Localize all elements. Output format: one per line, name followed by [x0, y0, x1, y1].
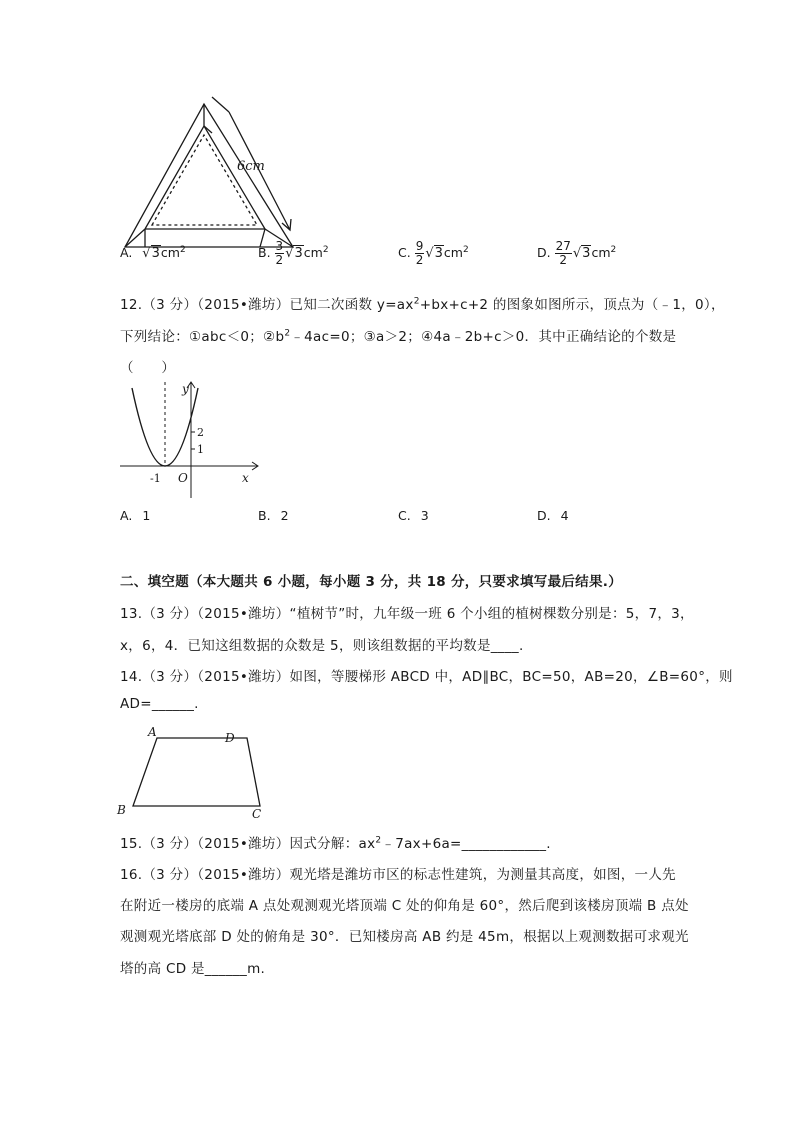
q12-stem-line1: 12.（3 分）（2015•潍坊）已知二次函数 $y=ax^2+bx+c+2$ 的图象如图所示，顶点为（﹣1，0），: [120, 296, 725, 313]
q16-line2: 在附近一楼房的底端 A 点处观测观光塔顶端 C 处的仰角是 60°，然后爬到该楼房顶端 B 点处: [120, 898, 689, 914]
vertex-b-label: B: [117, 803, 126, 817]
q15-line: 15.（3 分）（2015•潍坊）因式分解：$ax^2﹣7ax+6a=\_\_\_\_\_\_\_\_\_\_\_\_$.: [120, 835, 551, 852]
vertex-d-label: D: [225, 731, 235, 745]
vertex-a-label: A: [148, 725, 157, 739]
vertex-c-label: C: [252, 807, 262, 821]
trapezoid-figure: [115, 722, 275, 822]
triangle-figure: [115, 95, 305, 255]
q11-option-b[interactable]: B. $\frac{3}{2}$ $√3cm^2$: [258, 239, 329, 267]
q16-line3: 观测观光塔底部 D 处的俯角是 30°．已知楼房高 AB 约是 45m，根据以上观测数据可求观光: [120, 929, 689, 945]
q14-line2: AD=______.: [120, 696, 199, 712]
dashed-triangle: [152, 135, 257, 225]
q12-option-d[interactable]: D. 4: [537, 508, 569, 523]
q12-stem-line2: 下列结论：①abc＜0；$②b^2﹣4ac=0$；③a＞2；④4a﹣2b+c＞0．其中正确结论的个数是: [120, 328, 677, 345]
length-label: 6cm: [237, 159, 265, 174]
outer-triangle: [125, 104, 293, 247]
q12-option-c[interactable]: C. 3: [398, 508, 429, 523]
q12-option-a[interactable]: A. 1: [120, 508, 151, 523]
q13-line2: x，6，4．已知这组数据的众数是 5，则该组数据的平均数是____.: [120, 638, 524, 654]
q16-line1: 16.（3 分）（2015•潍坊）观光塔是潍坊市区的标志性建筑，为测量其高度，如图，一人先: [120, 867, 676, 883]
q13-line1: 13.（3 分）（2015•潍坊）“植树节”时，九年级一班 6 个小组的植树棵数分别是：5，7，3，: [120, 606, 694, 622]
q12-option-b[interactable]: B. 2: [258, 508, 289, 523]
trapezoid-abcd: [133, 738, 260, 806]
tick-1-label: 1: [197, 443, 204, 456]
q11-option-c[interactable]: C. $\frac{9}{2}$ $√3cm^2$: [398, 239, 469, 267]
x-axis-label: x: [242, 471, 249, 485]
q16-line4: 塔的高 CD 是______m.: [120, 961, 266, 977]
q11-option-d[interactable]: D. $\frac{27}{2}$ $√3cm^2$: [537, 239, 617, 267]
q14-line1: 14.（3 分）（2015•潍坊）如图，等腰梯形 ABCD 中，AD∥BC，BC=50，AB=20，∠B=60°，则: [120, 669, 733, 685]
neg-one-label: -1: [150, 472, 161, 485]
q12-answer-blank: （ ）: [120, 360, 176, 376]
parabola-graph: [118, 378, 268, 498]
y-axis-label: y: [182, 382, 189, 396]
tick-2-label: 2: [197, 426, 204, 439]
q11-option-a[interactable]: A. $√3cm^2$: [120, 244, 186, 261]
section-heading: 二、填空题（本大题共 6 小题，每小题 3 分，共 18 分，只要求填写最后结果.）: [120, 574, 622, 590]
origin-label: O: [178, 471, 188, 485]
